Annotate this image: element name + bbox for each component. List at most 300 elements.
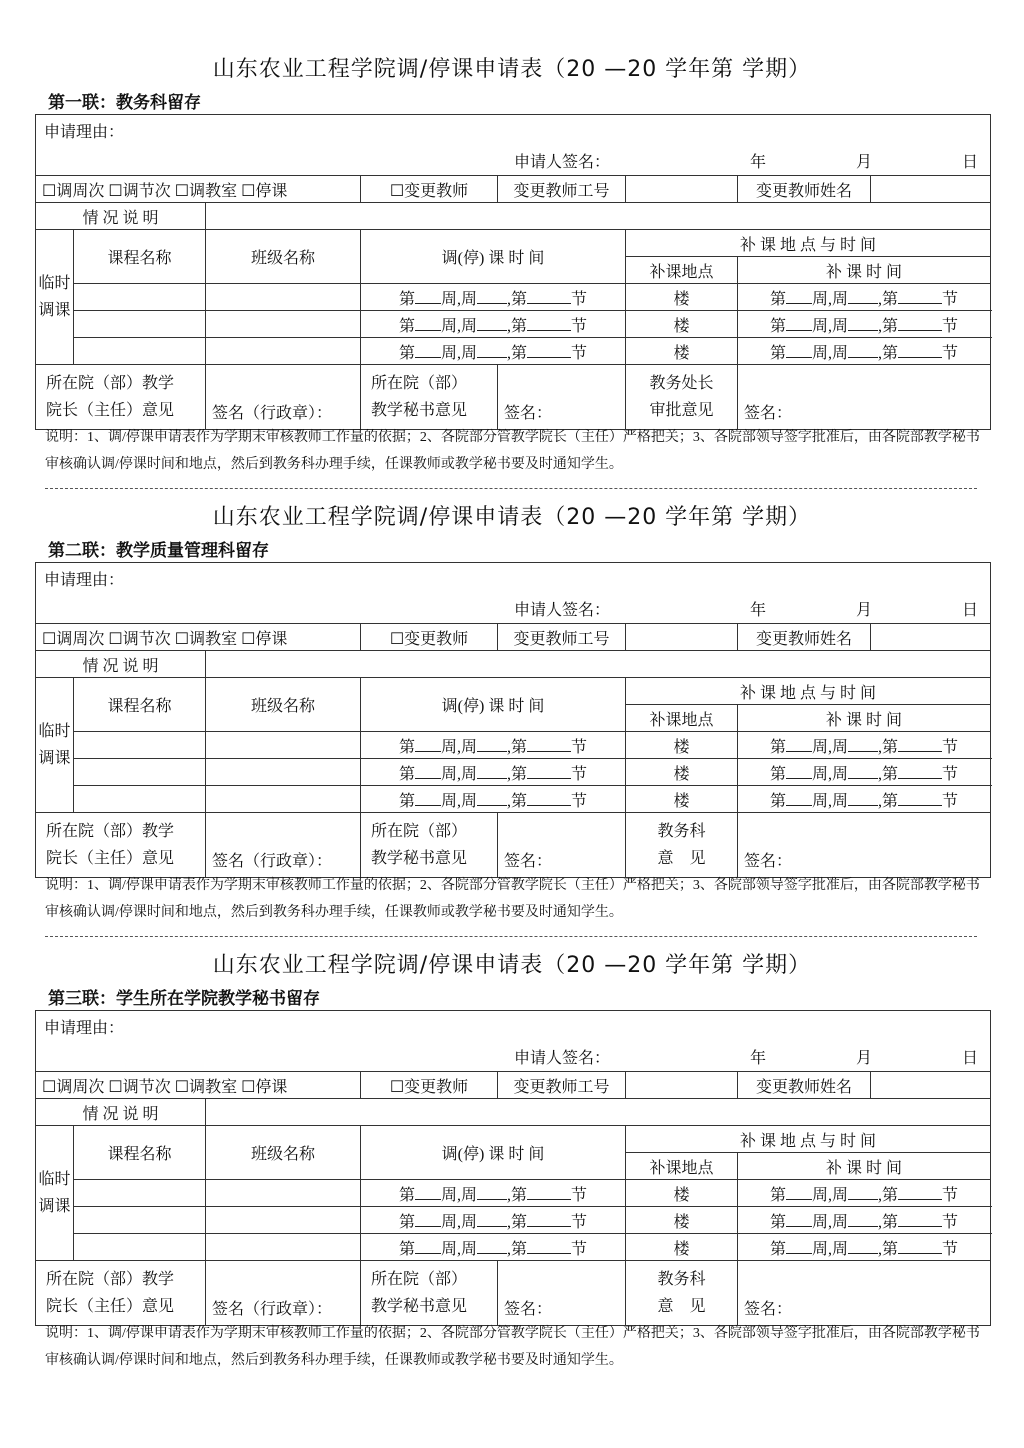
time-part: 周,周	[440, 1213, 477, 1231]
application-table	[35, 114, 991, 430]
course-name-cell[interactable]	[74, 1234, 206, 1261]
dean-opinion-label	[36, 813, 206, 878]
adjust-time-cell[interactable]	[361, 786, 626, 813]
makeup-time-input[interactable]	[770, 1187, 958, 1204]
course-name-header: 课程名称	[74, 678, 206, 732]
time-part: 节	[942, 290, 959, 308]
makeup-place-cell[interactable]	[626, 311, 738, 338]
makeup-time-cell[interactable]	[738, 732, 991, 759]
blank	[415, 1185, 441, 1200]
time-part: 周,周	[811, 317, 848, 335]
sign-label: 签名：	[504, 405, 553, 422]
blank	[477, 737, 507, 752]
building-label: 楼	[673, 1213, 690, 1231]
change-teacher-checkbox[interactable]: ☐变更教师	[361, 624, 498, 651]
blank	[527, 343, 571, 358]
makeup-time-input[interactable]	[770, 766, 958, 783]
blank	[898, 1185, 942, 1200]
blank	[898, 791, 942, 806]
line: 所在院（部）	[371, 823, 468, 840]
makeup-place-cell[interactable]	[626, 786, 738, 813]
blank	[898, 1212, 942, 1227]
blank	[527, 316, 571, 331]
time-part: ,第	[878, 1240, 899, 1258]
building-label: 楼	[673, 317, 690, 335]
situation-input[interactable]	[206, 203, 991, 230]
course-name-cell[interactable]	[74, 786, 206, 813]
blank	[898, 289, 942, 304]
blank	[898, 1239, 942, 1254]
form-section-3	[0, 896, 1024, 1368]
time-part: 第	[398, 738, 415, 756]
instructions-note: 说明：1、调/停课申请表作为学期末审核教师工作量的依据；2、各院部分管教学院长（主任）严格把关；3、各院部领导签字批准后，由各院部教学秘书审核确认调/停课时间和地点，然后到教务科办理手续，任课教师或教学秘书要及时通知学生。	[45, 1326, 980, 1368]
class-name-cell[interactable]	[206, 759, 361, 786]
time-part: 节	[942, 1240, 959, 1258]
building-label: 楼	[673, 344, 690, 362]
class-name-cell[interactable]	[206, 338, 361, 365]
copy-label: 第一联：教务科留存	[48, 93, 201, 112]
line: 院长（主任）意见	[46, 402, 175, 419]
makeup-place-cell[interactable]	[626, 759, 738, 786]
reason-label: 申请理由：	[44, 1020, 125, 1037]
makeup-time-input[interactable]	[770, 739, 958, 756]
sign-label: 签名：	[504, 853, 553, 870]
makeup-time-cell[interactable]	[738, 1207, 991, 1234]
temp-adjust-label: 临时调课	[36, 1126, 74, 1261]
class-name-cell[interactable]	[206, 311, 361, 338]
makeup-time-cell[interactable]	[738, 284, 991, 311]
blank	[898, 343, 942, 358]
makeup-time-header: 补 课 时 间	[738, 257, 991, 284]
reason-field[interactable]	[36, 115, 991, 176]
class-name-header: 班级名称	[206, 678, 361, 732]
adjust-time-header: 调(停) 课 时 间	[361, 1126, 626, 1180]
time-part: 第	[769, 765, 786, 783]
time-part: 节	[571, 738, 588, 756]
adjust-time-input[interactable]	[399, 793, 587, 810]
adjust-row	[36, 1207, 991, 1234]
line: 所在院（部）教学	[46, 1271, 175, 1288]
dean-signature-cell[interactable]	[206, 365, 361, 430]
course-name-cell[interactable]	[74, 311, 206, 338]
month-label: 月	[855, 154, 872, 171]
change-teacher-id-label: 变更教师工号	[498, 624, 626, 651]
time-part: 第	[398, 317, 415, 335]
class-name-cell[interactable]	[206, 786, 361, 813]
blank	[477, 764, 507, 779]
class-name-header: 班级名称	[206, 230, 361, 284]
adjust-time-cell[interactable]	[361, 311, 626, 338]
blank	[415, 1212, 441, 1227]
adjust-row	[36, 284, 991, 311]
makeup-time-input[interactable]	[770, 345, 958, 362]
class-name-cell[interactable]	[206, 1207, 361, 1234]
time-part: ,第	[507, 1240, 528, 1258]
change-teacher-checkbox[interactable]: ☐变更教师	[361, 176, 498, 203]
time-part: ,第	[878, 765, 899, 783]
time-part: 周,周	[440, 1240, 477, 1258]
secretary-opinion-label	[361, 365, 498, 430]
blank	[477, 1239, 507, 1254]
form-title: 山东农业工程学院调/停课申请表（20 —20 学年第 学期）	[212, 57, 812, 82]
makeup-place-cell[interactable]	[626, 1207, 738, 1234]
time-part: 周,周	[811, 290, 848, 308]
line: 审批意见	[649, 402, 714, 419]
makeup-place-cell[interactable]	[626, 284, 738, 311]
class-name-header: 班级名称	[206, 1126, 361, 1180]
adjust-time-cell[interactable]	[361, 1180, 626, 1207]
time-part: 第	[769, 1240, 786, 1258]
makeup-place-cell[interactable]	[626, 1234, 738, 1261]
form-title: 山东农业工程学院调/停课申请表（20 —20 学年第 学期）	[212, 953, 812, 978]
blank	[415, 791, 441, 806]
time-part: 第	[398, 344, 415, 362]
blank	[415, 1239, 441, 1254]
time-part: 第	[398, 1186, 415, 1204]
line: 意 见	[657, 850, 706, 867]
line: 所在院（部）	[371, 375, 468, 392]
instructions-note: 说明：1、调/停课申请表作为学期末审核教师工作量的依据；2、各院部分管教学院长（主任）严格把关；3、各院部领导签字批准后，由各院部教学秘书审核确认调/停课时间和地点，然后到教务科办理手续，任课教师或教学秘书要及时通知学生。	[45, 430, 980, 472]
time-part: ,第	[878, 344, 899, 362]
time-part: 节	[942, 738, 959, 756]
adjust-time-cell[interactable]	[361, 338, 626, 365]
blank	[527, 737, 571, 752]
makeup-time-header: 补 课 时 间	[738, 705, 991, 732]
reason-field[interactable]	[36, 1011, 991, 1072]
blank	[415, 764, 441, 779]
time-part: 节	[571, 344, 588, 362]
adjust-time-cell[interactable]	[361, 1207, 626, 1234]
blank	[415, 316, 441, 331]
makeup-time-input[interactable]	[770, 318, 958, 335]
blank	[477, 791, 507, 806]
form-section-1	[0, 0, 1024, 472]
applicant-sign-label: 申请人签名：	[513, 154, 610, 171]
time-part: ,第	[507, 738, 528, 756]
course-name-header: 课程名称	[74, 1126, 206, 1180]
makeup-place-cell[interactable]	[626, 732, 738, 759]
adjust-time-input[interactable]	[399, 291, 587, 308]
time-part: ,第	[878, 290, 899, 308]
time-part: ,第	[507, 792, 528, 810]
time-part: 节	[571, 1240, 588, 1258]
time-part: 节	[942, 765, 959, 783]
makeup-time-input[interactable]	[770, 1214, 958, 1231]
blank	[415, 343, 441, 358]
blank	[415, 737, 441, 752]
adjust-time-cell[interactable]	[361, 1234, 626, 1261]
change-teacher-checkbox[interactable]: ☐变更教师	[361, 1072, 498, 1099]
adjust-type-options	[36, 624, 361, 651]
makeup-header: 补 课 地 点 与 时 间	[626, 678, 991, 705]
blank	[527, 1212, 571, 1227]
reason-label: 申请理由：	[44, 572, 125, 589]
applicant-signature-line	[514, 149, 978, 172]
time-part: 第	[769, 290, 786, 308]
approver-signature-cell[interactable]	[738, 365, 991, 430]
checkbox-option[interactable]: ☐调教室	[174, 1078, 238, 1096]
time-part: ,第	[878, 1186, 899, 1204]
day-label: 日	[962, 602, 979, 619]
line: 教务处长	[649, 375, 714, 392]
situation-input[interactable]	[206, 651, 991, 678]
makeup-time-header: 补 课 时 间	[738, 1153, 991, 1180]
day-label: 日	[962, 1050, 979, 1067]
course-name-cell[interactable]	[74, 338, 206, 365]
adjust-row	[36, 338, 991, 365]
time-part: 周,周	[440, 765, 477, 783]
blank	[848, 343, 878, 358]
secretary-signature-cell[interactable]	[498, 1261, 626, 1326]
sign-seal-label: 签名（行政章）：	[212, 1301, 333, 1318]
blank	[848, 1185, 878, 1200]
checkbox-option[interactable]: ☐停课	[241, 182, 288, 200]
course-name-cell[interactable]	[74, 284, 206, 311]
year-label: 年	[749, 602, 766, 619]
makeup-time-cell[interactable]	[738, 1234, 991, 1261]
approver-signature-cell[interactable]	[738, 1261, 991, 1326]
time-part: ,第	[507, 1213, 528, 1231]
blank	[786, 316, 812, 331]
checkbox-option[interactable]: ☐调周次	[42, 630, 105, 648]
adjust-row	[36, 311, 991, 338]
secretary-signature-cell[interactable]	[498, 365, 626, 430]
secretary-signature-cell[interactable]	[498, 813, 626, 878]
building-label: 楼	[673, 290, 690, 308]
line: 教务科	[657, 823, 706, 840]
blank	[477, 289, 507, 304]
blank	[848, 737, 878, 752]
situation-label: 情 况 说 明	[36, 1099, 206, 1126]
time-part: 节	[571, 792, 588, 810]
adjust-type-options	[36, 1072, 361, 1099]
adjust-time-cell[interactable]	[361, 759, 626, 786]
change-teacher-id-input[interactable]	[626, 1072, 738, 1099]
copy-label: 第二联：教学质量管理科留存	[48, 541, 269, 560]
adjust-time-header: 调(停) 课 时 间	[361, 230, 626, 284]
blank	[477, 343, 507, 358]
sign-label: 签名：	[744, 853, 793, 870]
secretary-opinion-label	[361, 813, 498, 878]
dean-opinion-label	[36, 1261, 206, 1326]
time-part: ,第	[878, 792, 899, 810]
building-label: 楼	[673, 1240, 690, 1258]
time-part: 节	[942, 1186, 959, 1204]
adjust-time-input[interactable]	[399, 1187, 587, 1204]
sign-label: 签名：	[504, 1301, 553, 1318]
makeup-time-input[interactable]	[770, 1241, 958, 1258]
blank	[848, 1239, 878, 1254]
line: 教学秘书意见	[371, 850, 468, 867]
blank	[848, 289, 878, 304]
checkbox-option[interactable]: ☐停课	[241, 630, 288, 648]
time-part: ,第	[878, 317, 899, 335]
change-teacher-name-input[interactable]	[871, 176, 991, 203]
line: 院长（主任）意见	[46, 850, 175, 867]
change-teacher-name-label: 变更教师姓名	[738, 176, 871, 203]
makeup-time-cell[interactable]	[738, 759, 991, 786]
adjust-time-input[interactable]	[399, 318, 587, 335]
time-part: 周,周	[811, 792, 848, 810]
blank	[786, 791, 812, 806]
makeup-time-cell[interactable]	[738, 338, 991, 365]
blank	[898, 316, 942, 331]
situation-input[interactable]	[206, 1099, 991, 1126]
adjust-time-header: 调(停) 课 时 间	[361, 678, 626, 732]
line: 教学秘书意见	[371, 402, 468, 419]
dean-signature-cell[interactable]	[206, 813, 361, 878]
applicant-sign-label: 申请人签名：	[513, 1050, 610, 1067]
makeup-header: 补 课 地 点 与 时 间	[626, 230, 991, 257]
change-teacher-id-label: 变更教师工号	[498, 176, 626, 203]
time-part: ,第	[878, 1213, 899, 1231]
adjust-time-input[interactable]	[399, 766, 587, 783]
makeup-time-input[interactable]	[770, 793, 958, 810]
dean-signature-cell[interactable]	[206, 1261, 361, 1326]
change-teacher-id-input[interactable]	[626, 176, 738, 203]
course-name-cell[interactable]	[74, 759, 206, 786]
makeup-time-cell[interactable]	[738, 786, 991, 813]
change-teacher-name-input[interactable]	[871, 1072, 991, 1099]
adjust-row	[36, 786, 991, 813]
time-part: 节	[571, 290, 588, 308]
approver-label	[626, 365, 738, 430]
makeup-place-cell[interactable]	[626, 1180, 738, 1207]
time-part: 节	[571, 765, 588, 783]
blank	[848, 791, 878, 806]
course-name-cell[interactable]	[74, 1207, 206, 1234]
application-table	[35, 562, 991, 878]
approver-signature-cell[interactable]	[738, 813, 991, 878]
makeup-time-cell[interactable]	[738, 1180, 991, 1207]
situation-label: 情 况 说 明	[36, 203, 206, 230]
line: 所在院（部）	[371, 1271, 468, 1288]
time-part: ,第	[507, 344, 528, 362]
makeup-place-cell[interactable]	[626, 338, 738, 365]
application-table	[35, 1010, 991, 1326]
time-part: 第	[398, 765, 415, 783]
course-name-header: 课程名称	[74, 230, 206, 284]
time-part: 节	[942, 317, 959, 335]
month-label: 月	[855, 1050, 872, 1067]
time-part: 周,周	[440, 1186, 477, 1204]
checkbox-option[interactable]: ☐调周次	[42, 182, 105, 200]
time-part: 第	[769, 738, 786, 756]
temp-adjust-label: 临时调课	[36, 230, 74, 365]
course-name-cell[interactable]	[74, 1180, 206, 1207]
class-name-cell[interactable]	[206, 1180, 361, 1207]
line: 意 见	[657, 1298, 706, 1315]
blank	[848, 1212, 878, 1227]
building-label: 楼	[673, 738, 690, 756]
applicant-signature-line	[514, 1045, 978, 1068]
blank	[786, 1212, 812, 1227]
time-part: 周,周	[440, 290, 477, 308]
adjust-row	[36, 759, 991, 786]
time-part: 周,周	[811, 344, 848, 362]
class-name-cell[interactable]	[206, 1234, 361, 1261]
blank	[786, 1185, 812, 1200]
secretary-opinion-label	[361, 1261, 498, 1326]
makeup-time-cell[interactable]	[738, 311, 991, 338]
time-part: 节	[571, 317, 588, 335]
reason-field[interactable]	[36, 563, 991, 624]
adjust-time-input[interactable]	[399, 1214, 587, 1231]
time-part: ,第	[507, 1186, 528, 1204]
checkbox-option[interactable]: ☐调教室	[174, 630, 238, 648]
reason-label: 申请理由：	[44, 124, 125, 141]
blank	[415, 289, 441, 304]
time-part: 第	[769, 317, 786, 335]
time-part: 节	[571, 1213, 588, 1231]
time-part: 节	[942, 1213, 959, 1231]
adjust-time-cell[interactable]	[361, 732, 626, 759]
makeup-time-input[interactable]	[770, 291, 958, 308]
blank	[848, 764, 878, 779]
blank	[848, 316, 878, 331]
change-teacher-name-label: 变更教师姓名	[738, 624, 871, 651]
change-teacher-name-input[interactable]	[871, 624, 991, 651]
adjust-time-input[interactable]	[399, 345, 587, 362]
line: 所在院（部）教学	[46, 823, 175, 840]
year-label: 年	[749, 154, 766, 171]
blank	[477, 316, 507, 331]
checkbox-option[interactable]: ☐调节次	[108, 1078, 171, 1096]
line: 所在院（部）教学	[46, 375, 175, 392]
applicant-signature-line	[514, 597, 978, 620]
time-part: ,第	[878, 738, 899, 756]
adjust-time-input[interactable]	[399, 739, 587, 756]
change-teacher-id-label: 变更教师工号	[498, 1072, 626, 1099]
class-name-cell[interactable]	[206, 732, 361, 759]
makeup-place-header: 补课地点	[626, 1153, 738, 1180]
course-name-cell[interactable]	[74, 732, 206, 759]
time-part: 第	[769, 792, 786, 810]
form-section-2	[0, 448, 1024, 920]
blank	[786, 289, 812, 304]
temp-adjust-label: 临时调课	[36, 678, 74, 813]
time-part: ,第	[507, 317, 528, 335]
time-part: 第	[769, 1186, 786, 1204]
adjust-time-input[interactable]	[399, 1241, 587, 1258]
checkbox-option[interactable]: ☐调教室	[174, 182, 238, 200]
adjust-row	[36, 1180, 991, 1207]
checkbox-option[interactable]: ☐停课	[241, 1078, 288, 1096]
sign-seal-label: 签名（行政章）：	[212, 405, 333, 422]
change-teacher-id-input[interactable]	[626, 624, 738, 651]
blank	[477, 1212, 507, 1227]
checkbox-option[interactable]: ☐调节次	[108, 630, 171, 648]
checkbox-option[interactable]: ☐调周次	[42, 1078, 105, 1096]
adjust-row	[36, 732, 991, 759]
blank	[898, 737, 942, 752]
time-part: 周,周	[811, 738, 848, 756]
copy-label: 第三联：学生所在学院教学秘书留存	[48, 989, 320, 1008]
building-label: 楼	[673, 1186, 690, 1204]
building-label: 楼	[673, 792, 690, 810]
class-name-cell[interactable]	[206, 284, 361, 311]
time-part: 周,周	[811, 1213, 848, 1231]
line: 教务科	[657, 1271, 706, 1288]
time-part: 第	[398, 1213, 415, 1231]
time-part: 第	[769, 344, 786, 362]
month-label: 月	[855, 602, 872, 619]
day-label: 日	[962, 154, 979, 171]
time-part: 第	[769, 1213, 786, 1231]
time-part: 节	[571, 1186, 588, 1204]
adjust-time-cell[interactable]	[361, 284, 626, 311]
checkbox-option[interactable]: ☐调节次	[108, 182, 171, 200]
